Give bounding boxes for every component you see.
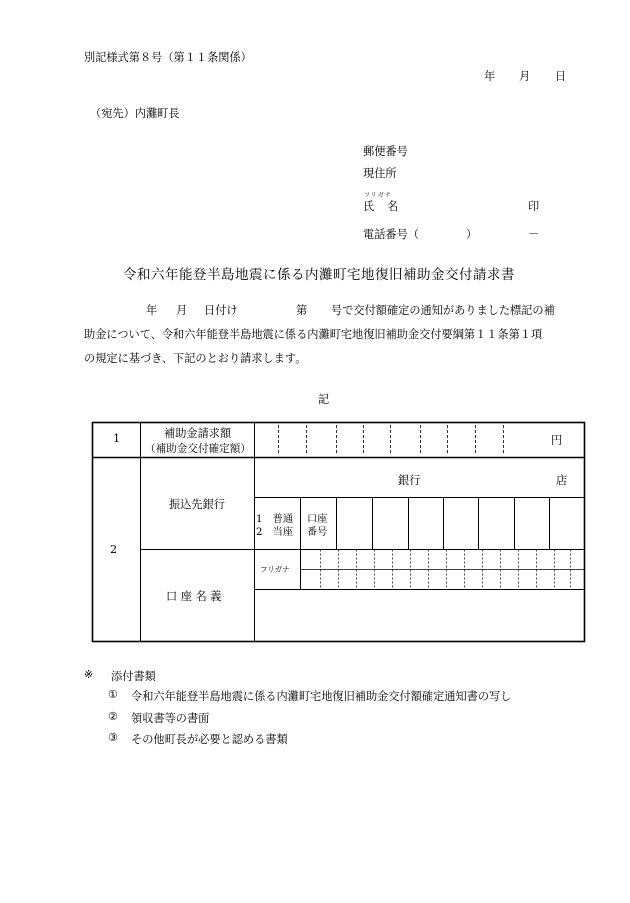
body-month: 月 (176, 304, 188, 317)
phone-dash: － (528, 228, 540, 241)
attachment-item-1-text: 令和六年能登半島地震に係る内灘町宅地復旧補助金交付額確定通知書の写し (131, 690, 512, 703)
bank-name-suffix: 銀行 (398, 474, 421, 487)
holder-furigana-label: フリガナ (260, 565, 290, 574)
postal-code-label: 郵便番号 (363, 145, 408, 158)
account-number-label-2: 番号 (307, 527, 328, 538)
body-dated: 日付け (204, 304, 238, 317)
form-number: 別記様式第８号（第１１条関係） (84, 51, 252, 64)
attachment-item-3-text: その他町長が必要と認める書類 (131, 733, 288, 746)
date-day: 日 (555, 70, 567, 83)
name-label-1: 氏 (363, 200, 375, 213)
name-label-2: 名 (387, 200, 399, 213)
attachments-heading: 添付書類 (111, 670, 156, 683)
account-type-ordinary: 1 普通 (256, 514, 294, 525)
account-number-label-1: 口座 (307, 514, 328, 525)
name-furigana-label: フリガナ (364, 192, 392, 199)
body-year: 年 (146, 304, 158, 317)
branch-suffix: 店 (556, 474, 568, 487)
date-year: 年 (484, 70, 496, 83)
attachment-item-1-num: ① (108, 688, 119, 701)
phone-label: 電話番号（ (363, 228, 419, 241)
attachment-item-2-num: ② (108, 710, 119, 723)
row1-number: 1 (113, 432, 121, 445)
body-line3: の規定に基づき、下記のとおり請求します。 (84, 352, 307, 365)
account-holder-label: 口 座 名 義 (166, 590, 222, 603)
claim-amount-label: 補助金請求額 (164, 427, 232, 440)
seal-label: 印 (528, 200, 540, 213)
ki-label: 記 (318, 393, 330, 406)
document-title: 令和六年能登半島地震に係る内灘町宅地復旧補助金交付請求書 (123, 267, 515, 283)
address-label: 現住所 (363, 167, 397, 180)
date-month: 月 (519, 70, 531, 83)
bank-label: 振込先銀行 (169, 498, 225, 511)
phone-close: ） (466, 228, 478, 241)
attachment-item-2-text: 領収書等の書面 (131, 712, 210, 725)
addressee: （宛先）内灘町長 (90, 107, 180, 120)
confirmed-amount-label: （補助金交付確定額） (145, 443, 251, 455)
body-no: 第 (296, 304, 308, 317)
attachments-mark: ※ (84, 668, 94, 681)
attachment-item-3-num: ③ (108, 731, 119, 744)
amount-unit-yen: 円 (551, 434, 563, 447)
body-line2: 助金について、令和六年能登半島地震に係る内灘町宅地復旧補助金交付要綱第１１条第１項 (84, 328, 543, 341)
account-type-current: 2 当座 (256, 527, 294, 538)
body-line1-rest: 号で交付額確定の通知がありました標記の補 (331, 304, 555, 317)
row2-number: 2 (110, 543, 118, 556)
